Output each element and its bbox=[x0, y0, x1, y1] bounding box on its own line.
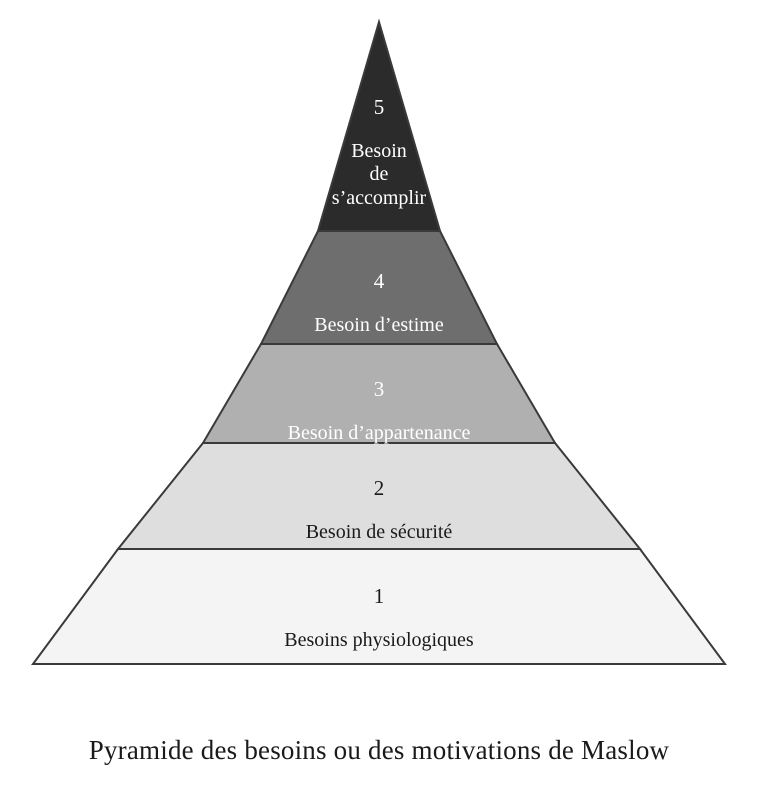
pyramid-level-3-shape bbox=[203, 344, 555, 443]
pyramid-level-5-text: Besoin de s’accomplir bbox=[331, 139, 427, 209]
pyramid-level-1-number: 1 bbox=[373, 583, 385, 608]
pyramid-level-3-number: 3 bbox=[373, 376, 385, 401]
pyramid-level-2-shape bbox=[118, 443, 640, 549]
pyramid-level-3-text: Besoin d’appartenance bbox=[287, 421, 471, 444]
pyramid-level-4-shape bbox=[261, 231, 497, 344]
pyramid-level-5-shape bbox=[318, 22, 440, 231]
pyramid-level-4-number: 4 bbox=[373, 268, 385, 293]
pyramid-level-5-number: 5 bbox=[373, 94, 385, 119]
figure-caption: Pyramide des besoins ou des motivations de Maslow bbox=[88, 735, 670, 765]
pyramid-level-2-number: 2 bbox=[373, 475, 385, 500]
pyramid-level-4-text: Besoin d’estime bbox=[314, 313, 444, 336]
pyramid-level-1-shape bbox=[33, 549, 725, 664]
pyramid-level-2-text: Besoin de sécurité bbox=[305, 520, 453, 543]
pyramid-level-1-text: Besoins physiologiques bbox=[284, 628, 474, 651]
